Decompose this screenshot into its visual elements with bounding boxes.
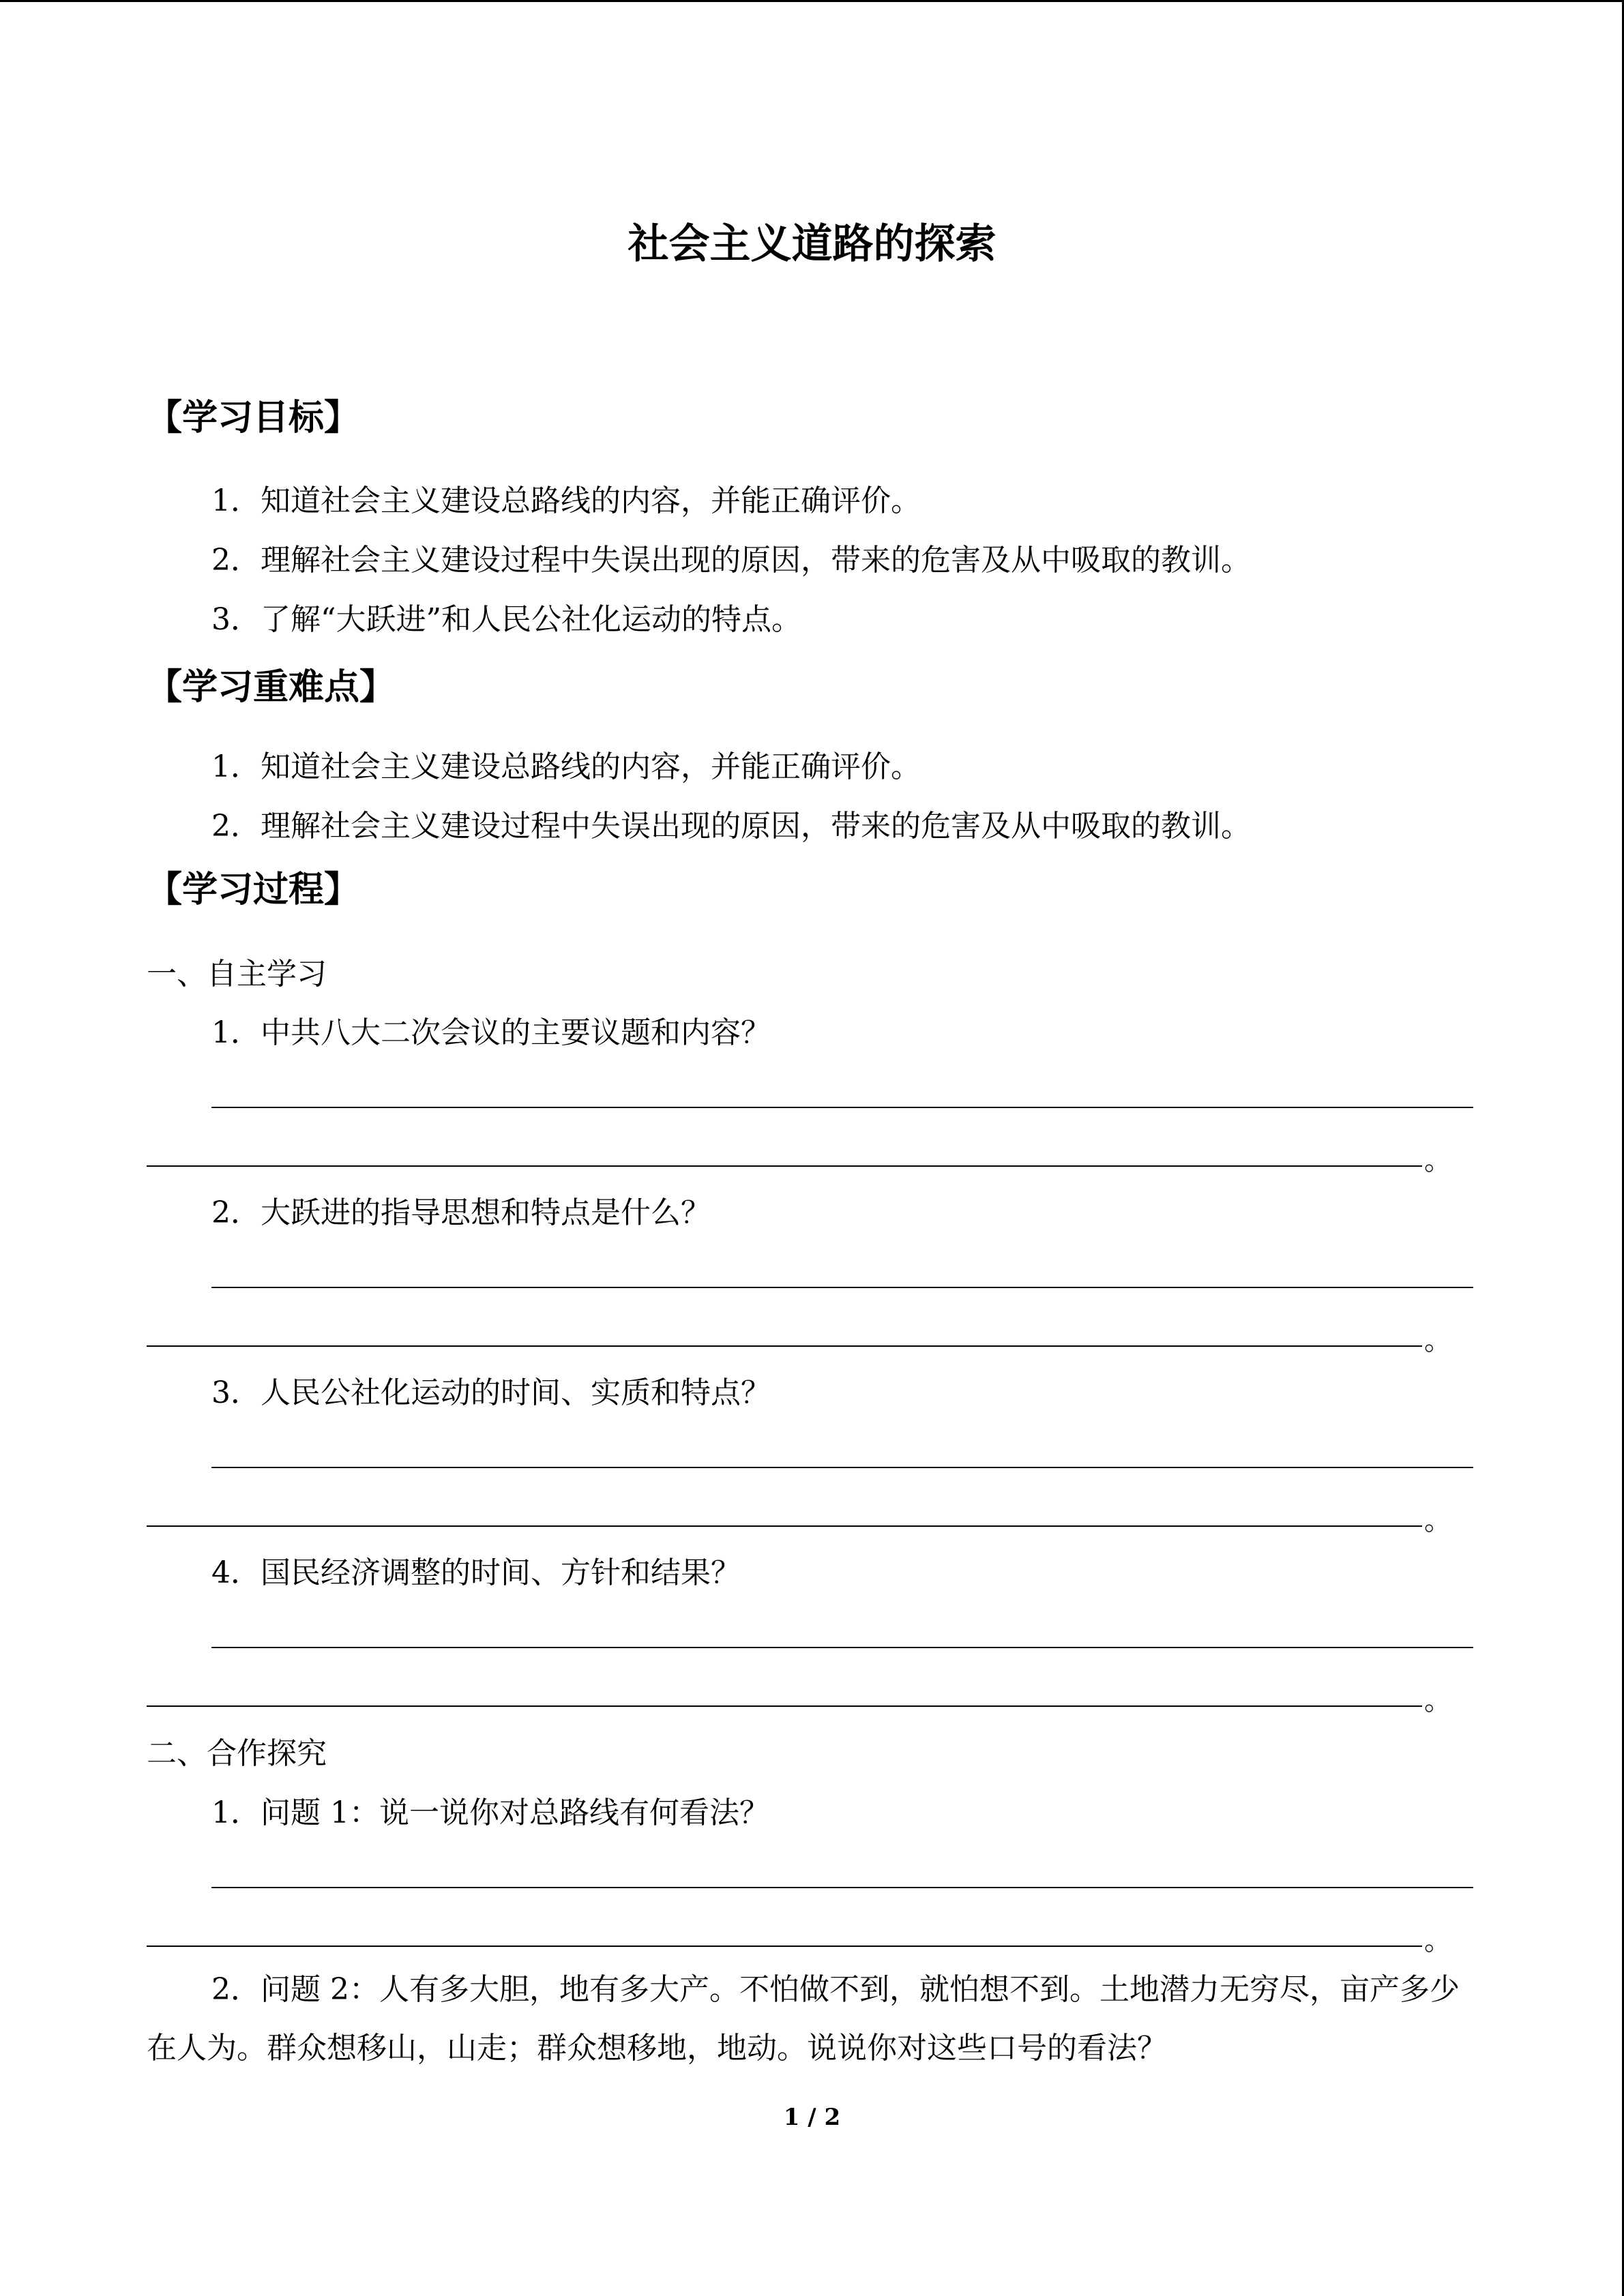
period-mark: 。: [1424, 1685, 1451, 1716]
answer-line: [147, 1705, 1422, 1707]
self-study-question-4: 4．国民经济调整的时间、方针和结果？: [211, 1555, 741, 1590]
objective-item-1: 1．知道社会主义建设总路线的内容，并能正确评价。: [211, 483, 921, 518]
answer-line: [211, 1647, 1473, 1648]
page-number: 1 / 2: [783, 2104, 841, 2131]
process-heading: 【学习过程】: [147, 869, 360, 910]
page-title: 社会主义道路的探索: [628, 220, 996, 268]
period-mark: 。: [1424, 1505, 1451, 1536]
answer-line: [147, 1945, 1422, 1947]
self-study-question-1: 1．中共八大二次会议的主要议题和内容？: [211, 1015, 771, 1050]
objective-item-3: 3．了解“大跃进”和人民公社化运动的特点。: [211, 602, 801, 637]
objective-item-2: 2．理解社会主义建设过程中失误出现的原因，带来的危害及从中吸取的教训。: [211, 543, 1251, 578]
page-border-top: [0, 0, 1624, 2]
answer-line: [211, 1107, 1473, 1108]
answer-line: [147, 1165, 1422, 1167]
answer-line: [147, 1345, 1422, 1347]
answer-line: [211, 1287, 1473, 1288]
key-points-heading: 【学习重难点】: [147, 667, 396, 708]
answer-line: [211, 1887, 1473, 1888]
cooperative-question-1: 1．问题 1：说一说你对总路线有何看法？: [211, 1795, 769, 1830]
self-study-question-3: 3．人民公社化运动的时间、实质和特点？: [211, 1375, 771, 1410]
answer-line: [211, 1467, 1473, 1468]
self-study-label: 一、自主学习: [147, 957, 327, 992]
cooperative-label: 二、合作探究: [147, 1736, 327, 1771]
period-mark: 。: [1424, 1925, 1451, 1956]
period-mark: 。: [1424, 1325, 1451, 1356]
period-mark: 。: [1424, 1145, 1451, 1176]
objectives-heading: 【学习目标】: [147, 398, 360, 438]
self-study-question-2: 2．大跃进的指导思想和特点是什么？: [211, 1195, 711, 1230]
answer-line: [147, 1525, 1422, 1527]
cooperative-question-2: 2．问题 2：人有多大胆，地有多大产。不怕做不到，就怕想不到。土地潜力无穷尽，亩产多少在人为。群众想移山，山走；群众想移地，地动。说说你对这些口号的看法？: [147, 1972, 1460, 2066]
key-point-item-1: 1．知道社会主义建设总路线的内容，并能正确评价。: [211, 749, 921, 784]
key-point-item-2: 2．理解社会主义建设过程中失误出现的原因，带来的危害及从中吸取的教训。: [211, 809, 1251, 844]
